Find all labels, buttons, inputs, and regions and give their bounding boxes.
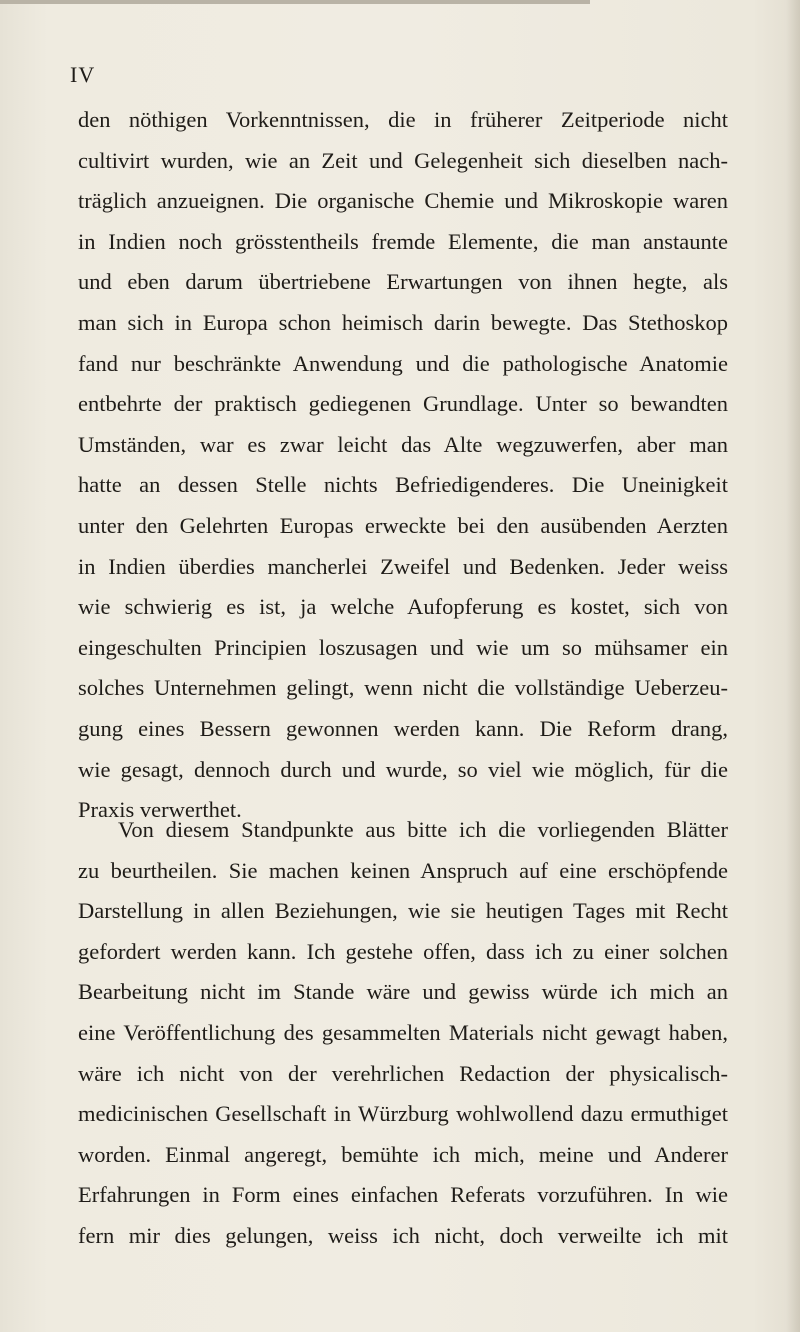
text-line: fand nur beschränkte Anwendung und die pathologische Anatomie xyxy=(78,350,728,376)
text-line: gefordert werden kann. Ich gestehe offen, dass ich zu einer solchen xyxy=(78,938,728,964)
text-line: man sich in Europa schon heimisch darin bewegte. Das Stethoskop xyxy=(78,309,728,335)
text-line: hatte an dessen Stelle nichts Befriedigenderes. Die Uneinigkeit xyxy=(78,472,728,498)
text-line: unter den Gelehrten Europas erweckte bei den ausübenden Aerzten xyxy=(78,512,728,538)
page-gutter-shadow xyxy=(786,0,800,1332)
text-line: Praxis verwerthet. xyxy=(78,797,242,823)
text-line: medicinischen Gesellschaft in Würzburg wohlwollend dazu ermuthiget xyxy=(78,1101,728,1127)
text-line: cultivirt wurden, wie an Zeit und Gelegenheit sich dieselben nach- xyxy=(78,147,728,173)
paragraph-1 xyxy=(78,100,728,831)
text-line: in Indien noch grösstentheils fremde Elemente, die man anstaunte xyxy=(78,228,728,254)
text-line: Von diesem Standpunkte aus bitte ich die vorliegenden Blätter xyxy=(118,817,728,842)
text-line: Umständen, war es zwar leicht das Alte wegzuwerfen, aber man xyxy=(78,431,728,457)
text-line: und eben darum übertriebene Erwartungen von ihnen hegte, als xyxy=(78,269,728,295)
text-line: eine Veröffentlichung des gesammelten Materials nicht gewagt haben, xyxy=(78,1019,728,1045)
paragraph-2 xyxy=(78,810,728,1257)
text-line: entbehrte der praktisch gediegenen Grundlage. Unter so bewandten xyxy=(78,391,728,417)
text-line: fern mir dies gelungen, weiss ich nicht, doch verweilte ich mit xyxy=(78,1222,728,1248)
text-line: träglich anzueignen. Die organische Chemie und Mikroskopie waren xyxy=(78,188,728,214)
text-line: eingeschulten Principien loszusagen und wie um so mühsamer ein xyxy=(78,634,728,660)
page-number: IV xyxy=(70,62,96,87)
text-line: worden. Einmal angeregt, bemühte ich mich, meine und Anderer xyxy=(78,1141,728,1167)
page-top-edge xyxy=(0,0,590,4)
text-line: wie gesagt, dennoch durch und wurde, so viel wie möglich, für die xyxy=(78,756,728,782)
text-line: wie schwierig es ist, ja welche Aufopferung es kostet, sich von xyxy=(78,594,728,620)
text-line: in Indien überdies mancherlei Zweifel und Bedenken. Jeder weiss xyxy=(78,553,728,579)
text-line: Darstellung in allen Beziehungen, wie sie heutigen Tages mit Recht xyxy=(78,898,728,924)
text-line: zu beurtheilen. Sie machen keinen Anspruch auf eine erschöpfende xyxy=(78,857,728,883)
text-line: den nöthigen Vorkenntnissen, die in früherer Zeitperiode nicht xyxy=(78,107,728,132)
text-line: Erfahrungen in Form eines einfachen Referats vorzuführen. In wie xyxy=(78,1182,728,1208)
text-line: solches Unternehmen gelingt, wenn nicht die vollständige Ueberzeu- xyxy=(78,675,728,701)
text-line: gung eines Bessern gewonnen werden kann. Die Reform drang, xyxy=(78,715,728,741)
text-line: Bearbeitung nicht im Stande wäre und gewiss würde ich mich an xyxy=(78,979,728,1005)
text-line: wäre ich nicht von der verehrlichen Redaction der physicalisch- xyxy=(78,1060,728,1086)
